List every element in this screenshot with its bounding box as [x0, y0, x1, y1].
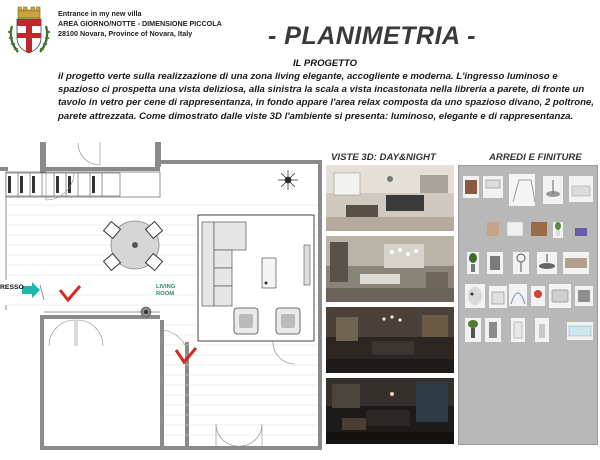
header-line-1: Entrance in my new villa — [58, 9, 142, 18]
page-title: - PLANIMETRIA - — [268, 22, 476, 50]
header-line-2: AREA GIORNO/NOTTE - DIMENSIONE PICCOLA — [58, 19, 222, 28]
living-room-label — [156, 284, 175, 298]
header-block — [58, 9, 222, 39]
furniture-heading: ARREDI E FINITURE — [489, 152, 582, 163]
render-night-2 — [326, 378, 454, 444]
living-label-line-1: LIVING — [156, 284, 176, 290]
entrance-label: RESSO — [0, 284, 24, 291]
project-heading: IL PROGETTO — [293, 58, 358, 69]
furniture-swatches — [459, 166, 597, 444]
render-day-1 — [326, 165, 454, 231]
views-heading: VISTE 3D: DAY&NIGHT — [331, 152, 436, 163]
header-line-3: 28100 Novara, Province of Novara, Italy — [58, 29, 193, 38]
living-label-line-2: ROOM — [156, 291, 175, 297]
views-panel — [326, 165, 454, 445]
project-description: il progetto verte sulla realizzazione di una zona living elegante, accogliente e moderna. L'ingresso luminoso e spazioso ci prospetta una vista deliziosa, alla sinistra la scala a vista incastonata nella libreria a parete, di fronte un tavolo in vetro per cene di rappresentanza, in fondo appare l'area relax composta da uno spazioso divano, 2 poltrone, parete attrezzata. Come dimostrato dalle viste 3D l'ambiente si presenta: luminoso, elegante e di rappresentanza. — [58, 71, 594, 122]
floor-plan — [0, 140, 322, 458]
furniture-panel — [458, 165, 598, 445]
coat-of-arms-icon — [6, 6, 52, 58]
render-night-1 — [326, 307, 454, 373]
render-day-2 — [326, 236, 454, 302]
